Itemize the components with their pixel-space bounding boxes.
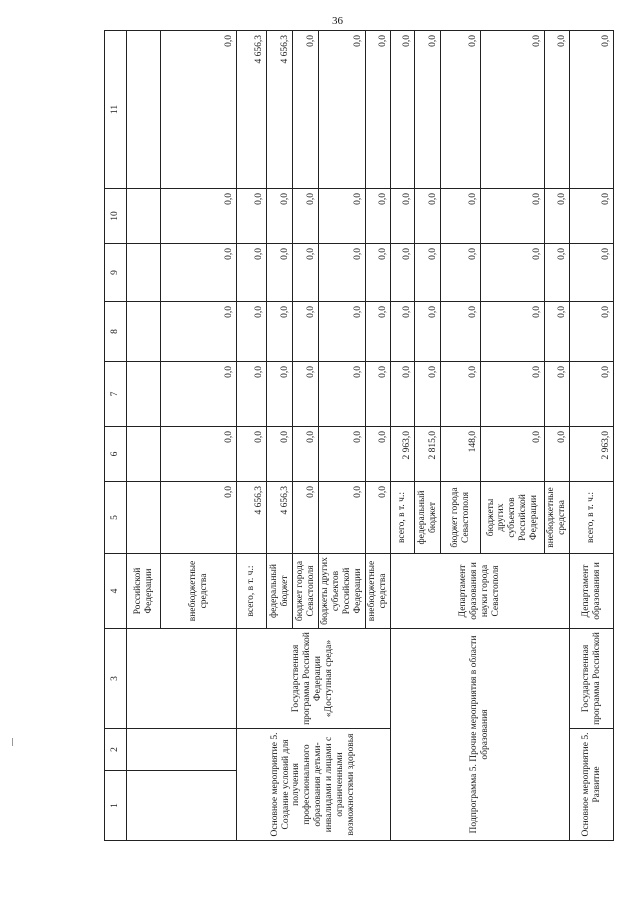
value-cell: 0,0	[365, 31, 390, 189]
value-cell: 0,0	[365, 189, 390, 244]
department-cell-short: Департамент образования и	[570, 554, 614, 629]
value-cell: 0,0	[415, 31, 441, 189]
col-header-8: 8	[105, 302, 127, 362]
value-cell: 0,0	[293, 482, 319, 554]
value-cell: 0,0	[237, 362, 267, 427]
value-cell: 0,0	[365, 244, 390, 302]
col-header-2: 2	[105, 729, 127, 771]
source-cell: федеральный бюджет	[267, 554, 293, 629]
value-cell: 0,0	[267, 244, 293, 302]
measure-5-dev-cell: Основное мероприятие 5. Развитие	[570, 729, 614, 841]
value-cell: 0,0	[161, 189, 237, 244]
value-cell: 0,0	[267, 189, 293, 244]
table-row	[570, 31, 614, 841]
value-cell: 0,0	[365, 482, 390, 554]
value-cell: 0,0	[415, 362, 441, 427]
value-cell: 0,0	[545, 302, 570, 362]
scan-mark	[12, 738, 13, 746]
value-cell: 0,0	[481, 302, 545, 362]
value-cell: 0,0	[161, 31, 237, 189]
source-cell: всего, в т. ч.:	[237, 554, 267, 629]
value-cell: 0,0	[293, 302, 319, 362]
value-cell: 0,0	[293, 362, 319, 427]
value-cell: 4 656,3	[237, 482, 267, 554]
value-cell: 0,0	[390, 244, 415, 302]
value-cell: 2 963,0	[390, 427, 415, 482]
program-cell-short: Государственная программа Российской	[570, 629, 614, 729]
source-cell: внебюджетные средства	[161, 554, 237, 629]
value-cell: 0,0	[161, 244, 237, 302]
page-number: 36	[332, 15, 343, 27]
value-cell: 0,0	[570, 31, 614, 189]
value-cell: 0,0	[441, 362, 481, 427]
department-cell: Департамент образования и науки города Севастополя	[390, 554, 570, 629]
col-header-5: 5	[105, 482, 127, 554]
value-cell: 0,0	[390, 362, 415, 427]
value-cell: 0,0	[390, 189, 415, 244]
value-cell: 0,0	[481, 244, 545, 302]
source-cell: бюджеты других субъектов Российской Федерации	[481, 482, 545, 554]
col-header-4: 4	[105, 554, 127, 629]
value-cell: 0,0	[481, 362, 545, 427]
source-cell: бюджеты других субъектов Российской Федерации	[319, 554, 366, 629]
value-cell: 0,0	[293, 189, 319, 244]
value-cell: 0,0	[390, 31, 415, 189]
value-cell: 0,0	[267, 362, 293, 427]
table-row	[237, 31, 267, 841]
col-header-6: 6	[105, 427, 127, 482]
value-cell: 0,0	[441, 244, 481, 302]
value-cell: 0,0	[441, 189, 481, 244]
value-cell: 0,0	[267, 302, 293, 362]
value-cell: 2 815,0	[415, 427, 441, 482]
measure-5-cell: Основное мероприятие 5. Создание условий для получения профессионального образования детьми-инвалидами и лицами с ограниченными возможностями здоровья	[237, 729, 391, 841]
budget-table-frame	[104, 31, 612, 841]
col-header-9: 9	[105, 244, 127, 302]
value-cell: 0,0	[237, 302, 267, 362]
value-cell: 0,0	[319, 302, 366, 362]
value-cell: 0,0	[481, 31, 545, 189]
value-cell: 0,0	[570, 189, 614, 244]
source-cell: всего, в т. ч.:	[390, 482, 415, 554]
col-header-10: 10	[105, 189, 127, 244]
value-cell: 0,0	[161, 362, 237, 427]
value-cell: 2 963,0	[570, 427, 614, 482]
rotated-table-container	[104, 31, 612, 841]
table-row	[127, 31, 161, 841]
source-cell: бюджет города Севастополя	[441, 482, 481, 554]
value-cell: 0,0	[319, 31, 366, 189]
value-cell: 0,0	[570, 362, 614, 427]
value-cell: 0,0	[545, 189, 570, 244]
value-cell: 0,0	[237, 189, 267, 244]
value-cell: 0,0	[415, 189, 441, 244]
value-cell: 0,0	[390, 302, 415, 362]
value-cell: 148,0	[441, 427, 481, 482]
subprogram-5-cell: Подпрограмма 5. Прочие мероприятия в области образования	[390, 629, 570, 841]
value-cell: 0,0	[570, 244, 614, 302]
col-header-1: 1	[105, 771, 127, 841]
value-cell: 0,0	[481, 189, 545, 244]
value-cell: 0,0	[365, 302, 390, 362]
budget-table	[104, 30, 614, 841]
value-cell: 0,0	[237, 244, 267, 302]
source-cell: внебюджетные средства	[365, 554, 390, 629]
source-cell: бюджет города Севастополя	[293, 554, 319, 629]
program-cell: Государственная программа Российской Федерации «Доступная среда»	[237, 629, 391, 729]
value-cell: 4 656,3	[237, 31, 267, 189]
value-cell: 0,0	[415, 244, 441, 302]
value-cell: 0,0	[545, 427, 570, 482]
value-cell: 0,0	[161, 427, 237, 482]
value-cell: 0,0	[545, 362, 570, 427]
col-header-7: 7	[105, 362, 127, 427]
value-cell: 0,0	[267, 427, 293, 482]
table-row	[390, 31, 415, 841]
value-cell: 0,0	[570, 302, 614, 362]
value-cell: 0,0	[545, 31, 570, 189]
source-cell: Российской Федерации	[127, 554, 161, 629]
source-cell: федеральный бюджет	[415, 482, 441, 554]
value-cell: 0,0	[481, 427, 545, 482]
value-cell: 0,0	[293, 31, 319, 189]
value-cell: 0,0	[161, 482, 237, 554]
value-cell: 0,0	[237, 427, 267, 482]
value-cell: 0,0	[365, 427, 390, 482]
value-cell: 0,0	[293, 244, 319, 302]
value-cell: 0,0	[441, 31, 481, 189]
value-cell: 0,0	[161, 302, 237, 362]
source-cell: всего, в т. ч.:	[570, 482, 614, 554]
value-cell: 0,0	[441, 302, 481, 362]
value-cell: 0,0	[293, 427, 319, 482]
value-cell: 0,0	[319, 362, 366, 427]
col-header-3: 3	[105, 629, 127, 729]
source-cell: внебюджетные средства	[545, 482, 570, 554]
value-cell: 0,0	[319, 482, 366, 554]
table-row	[161, 31, 237, 841]
value-cell: 0,0	[319, 427, 366, 482]
value-cell: 4 656,3	[267, 31, 293, 189]
value-cell: 0,0	[545, 244, 570, 302]
value-cell: 0,0	[319, 189, 366, 244]
column-number-row	[105, 31, 127, 841]
value-cell: 0,0	[365, 362, 390, 427]
col-header-11: 11	[105, 31, 127, 189]
value-cell: 0,0	[415, 302, 441, 362]
value-cell: 4 656,3	[267, 482, 293, 554]
value-cell: 0,0	[319, 244, 366, 302]
